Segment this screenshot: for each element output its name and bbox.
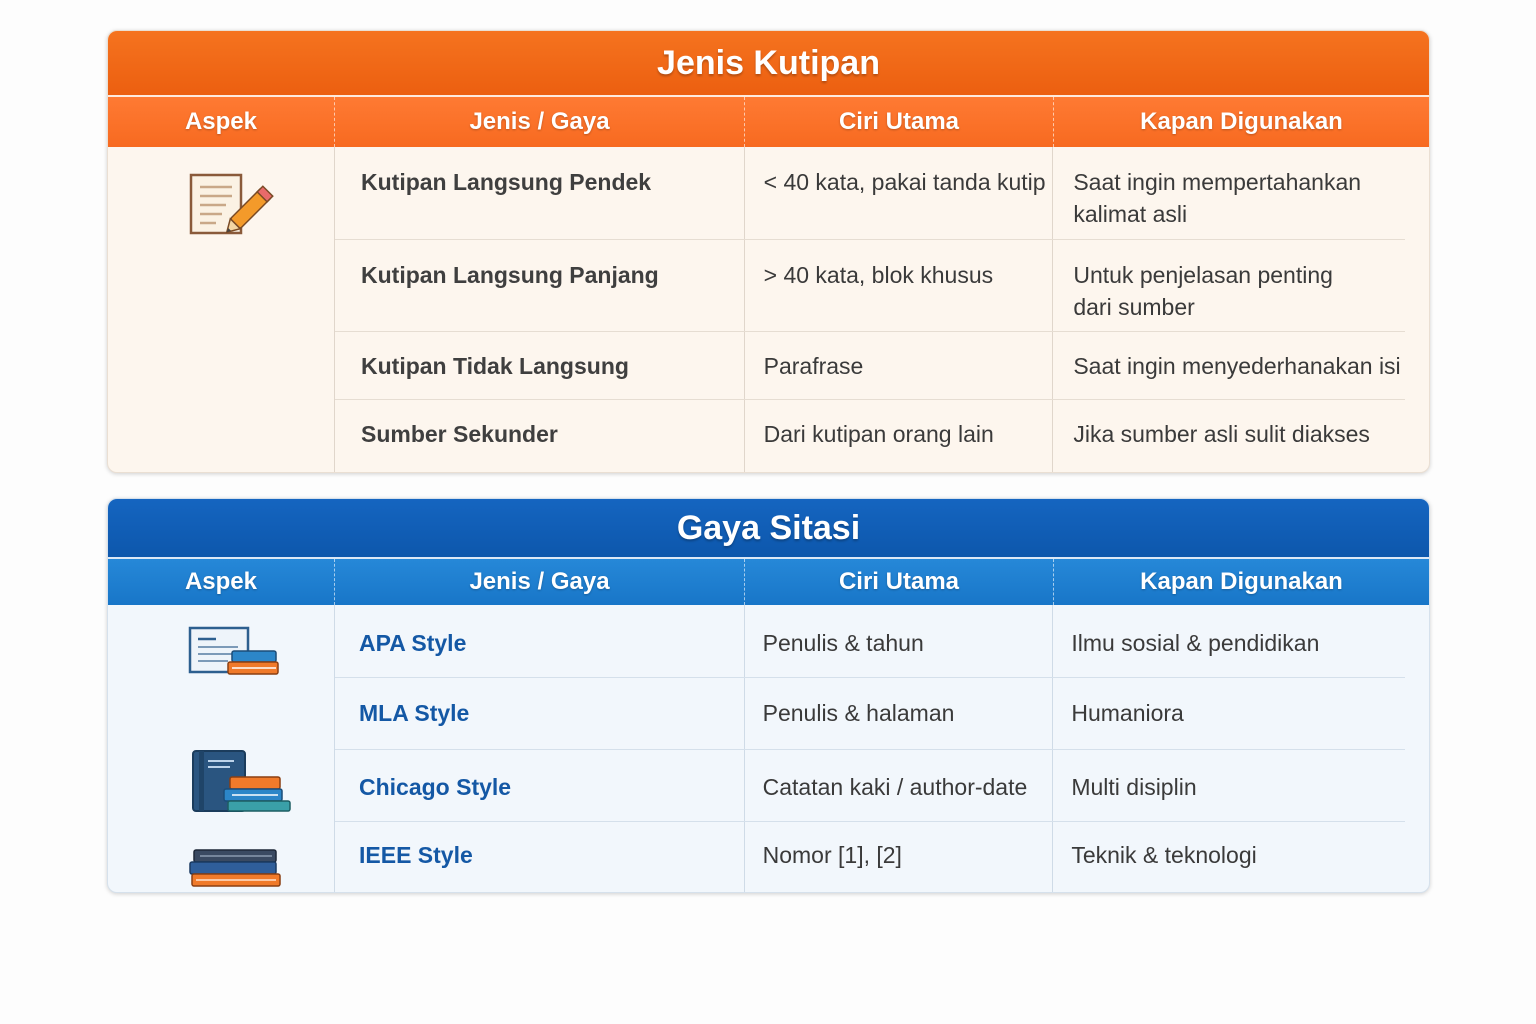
ciri-cell: Nomor [1], [2] — [745, 822, 1054, 893]
aspect-column — [108, 605, 335, 893]
jenis-cell: Kutipan Langsung Pendek — [335, 147, 745, 239]
header-jenis-gaya: Jenis / Gaya — [335, 559, 745, 605]
header-ciri-utama: Ciri Utama — [745, 97, 1054, 147]
table-row — [335, 750, 1405, 822]
table-row — [335, 400, 1405, 472]
ciri-cell: Penulis & tahun — [745, 605, 1054, 677]
jenis-cell: MLA Style — [335, 678, 745, 749]
ciri-cell: Dari kutipan orang lain — [745, 400, 1054, 472]
ciri-cell: Catatan kaki / author-date — [745, 750, 1054, 821]
table-row — [335, 332, 1405, 400]
jenis-kutipan-table — [107, 30, 1430, 473]
header-kapan-digunakan: Kapan Digunakan — [1140, 568, 1343, 595]
header-aspek: Aspek — [108, 559, 335, 605]
header-kapan-digunakan: Kapan Digunakan — [1140, 108, 1343, 135]
gaya-sitasi-table — [107, 498, 1430, 893]
ciri-cell: Parafrase — [745, 332, 1054, 399]
jenis-kutipan-header-row — [108, 97, 1429, 147]
table-row — [335, 678, 1405, 750]
header-jenis-gaya: Jenis / Gaya — [335, 97, 745, 147]
jenis-kutipan-title: Jenis Kutipan — [108, 31, 1429, 97]
kapan-line: Saat ingin mempertahankan — [1073, 169, 1362, 195]
kapan-cell: Teknik & teknologi — [1071, 842, 1257, 868]
gaya-sitasi-title: Gaya Sitasi — [108, 499, 1429, 559]
table-row — [335, 147, 1405, 240]
kapan-cell: Jika sumber asli sulit diakses — [1073, 421, 1370, 447]
table-row — [335, 822, 1405, 893]
ciri-cell: Penulis & halaman — [745, 678, 1054, 749]
kapan-cell: Humaniora — [1071, 700, 1184, 726]
kapan-cell — [1053, 147, 1405, 239]
document-pencil-icon — [188, 171, 282, 243]
aspect-column — [108, 147, 335, 472]
document-books-icon — [188, 625, 280, 683]
jenis-cell: IEEE Style — [335, 822, 745, 893]
book-stack-icon — [188, 847, 284, 889]
kapan-line: Untuk penjelasan penting — [1073, 262, 1333, 288]
kapan-cell: Multi disiplin — [1071, 774, 1197, 800]
jenis-cell: Sumber Sekunder — [335, 400, 745, 472]
kapan-cell: Ilmu sosial & pendidikan — [1071, 630, 1320, 656]
jenis-cell: Chicago Style — [335, 750, 745, 821]
table-row — [335, 605, 1405, 678]
gaya-sitasi-header-row — [108, 559, 1429, 605]
binder-books-icon — [190, 747, 294, 817]
kapan-line: kalimat asli — [1073, 201, 1188, 227]
ciri-cell: < 40 kata, pakai tanda kutip — [745, 147, 1054, 239]
jenis-cell: Kutipan Langsung Panjang — [335, 240, 745, 331]
kapan-cell: Saat ingin menyederhanakan isi — [1073, 353, 1401, 379]
ciri-cell: > 40 kata, blok khusus — [745, 240, 1054, 331]
kapan-cell — [1053, 240, 1405, 331]
jenis-cell: APA Style — [335, 605, 745, 677]
table-row — [335, 240, 1405, 332]
jenis-cell: Kutipan Tidak Langsung — [335, 332, 745, 399]
header-ciri-utama: Ciri Utama — [745, 559, 1054, 605]
kapan-line: dari sumber — [1073, 294, 1195, 320]
header-aspek: Aspek — [108, 97, 335, 147]
